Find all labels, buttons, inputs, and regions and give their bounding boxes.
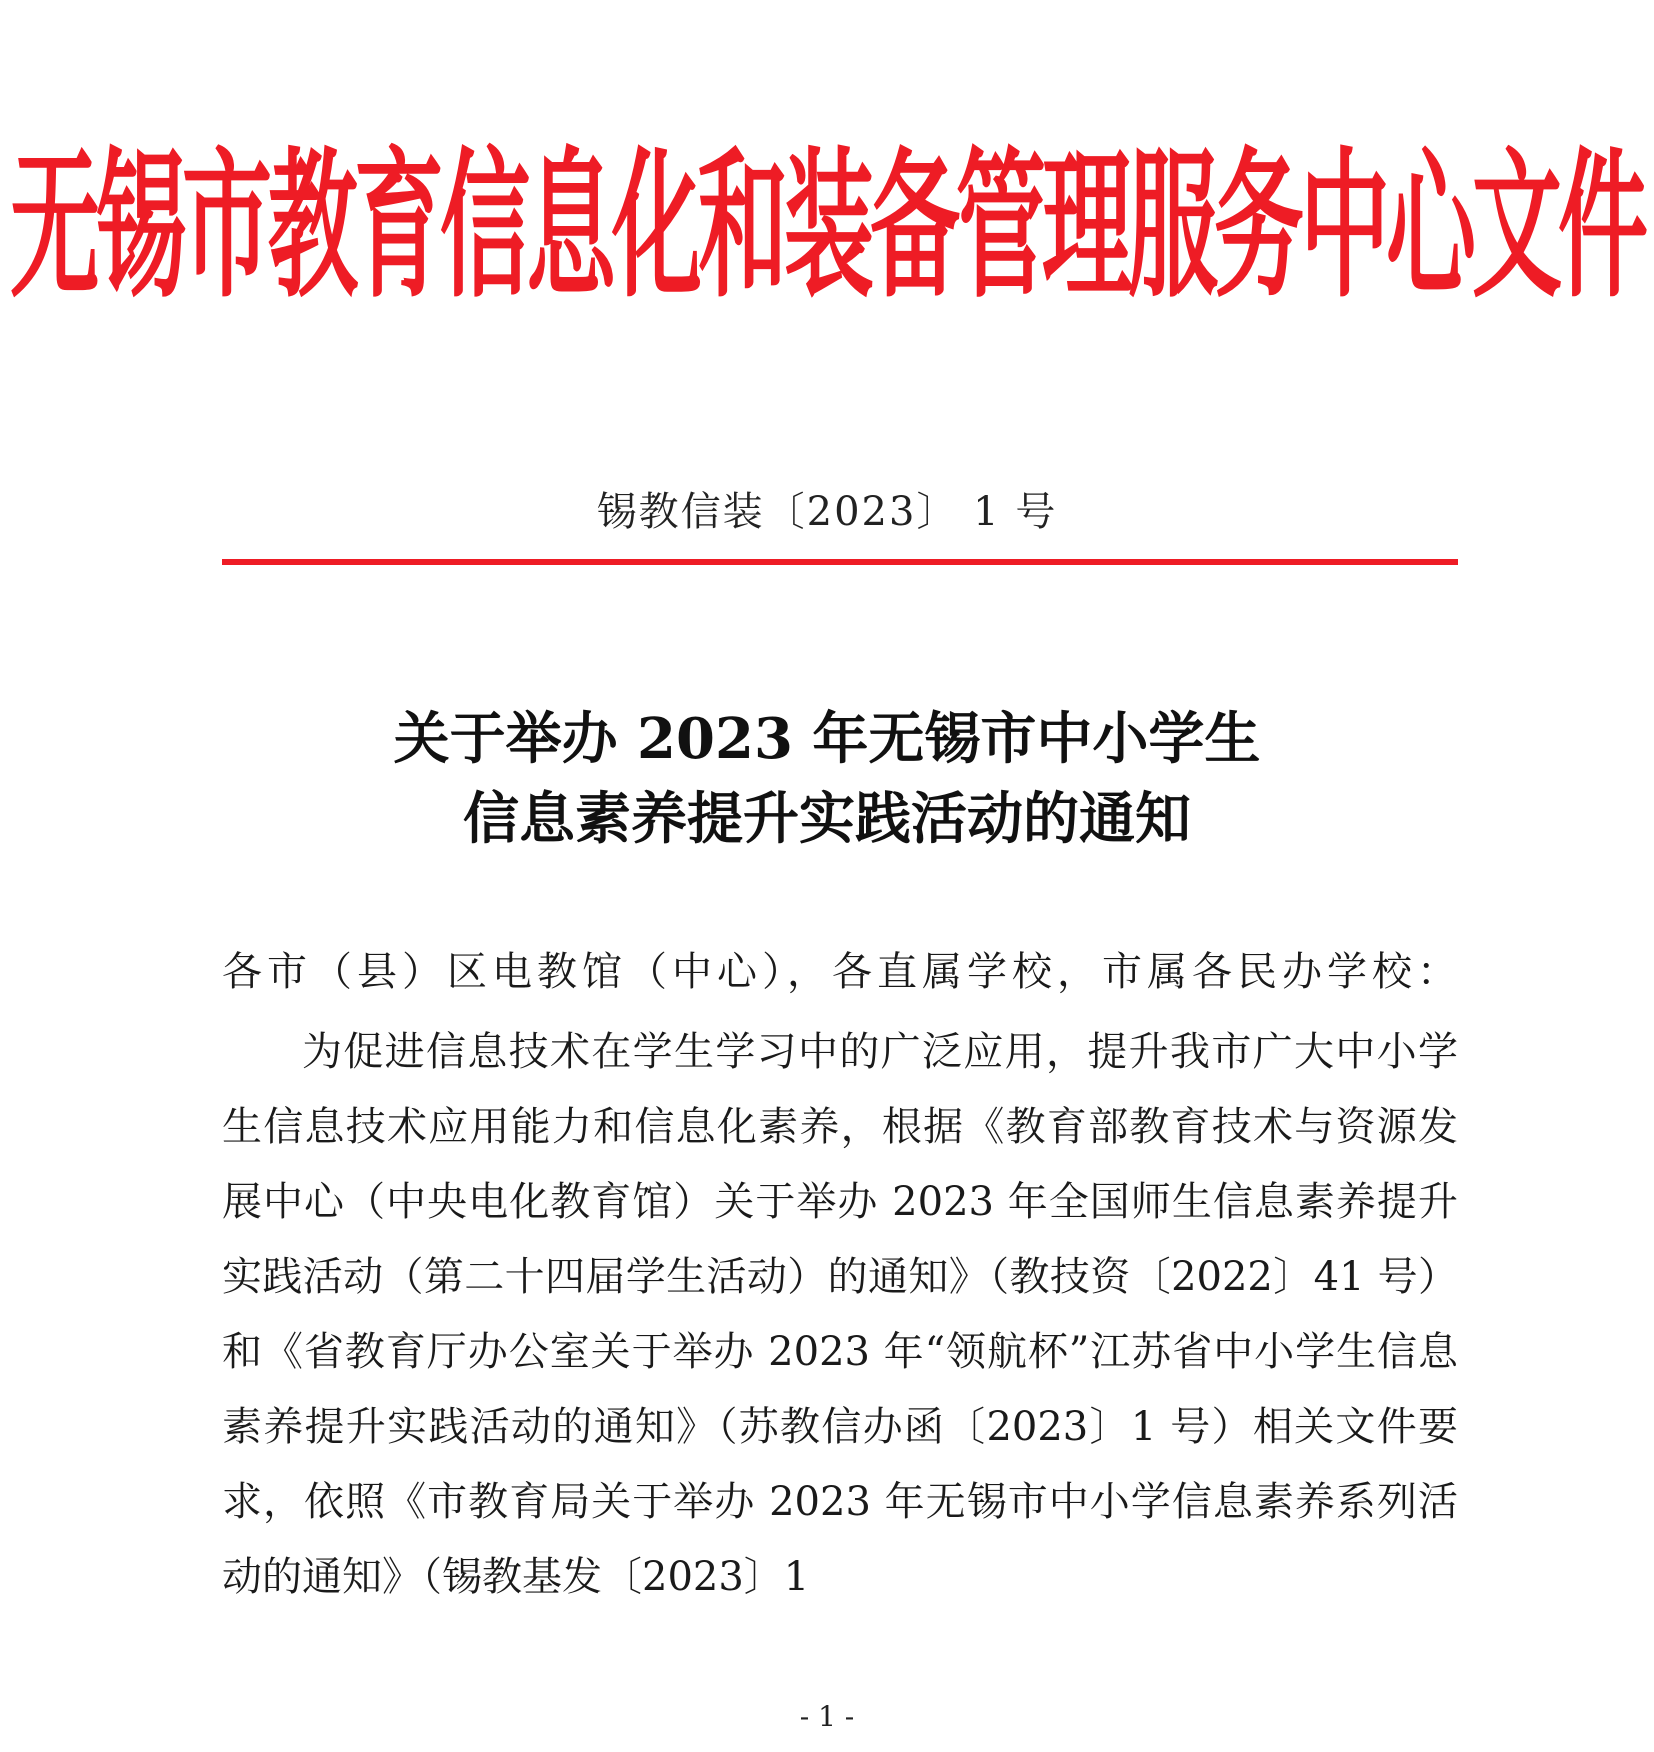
document-title-line-2: 信息素养提升实践活动的通知 — [463, 786, 1191, 852]
masthead-title: 无锡市教育信息化和装备管理服务中心文件 — [10, 133, 1644, 321]
document-title-line-1: 关于举办 2023 年无锡市中小学生 — [393, 706, 1261, 772]
page-number: - 1 - — [799, 1700, 855, 1733]
salutation: 各市（县）区电教馆（中心），各直属学校，市属各民办学校： — [222, 949, 1462, 995]
masthead — [10, 112, 1644, 321]
body-paragraph: 为促进信息技术在学生学习中的广泛应用，提升我市广大中小学生信息技术应用能力和信息化素养，根据《教育部教育技术与资源发展中心（中央电化教育馆）关于举办 2023 年全国师生信息素养提升实践活动（第二十四届学生活动）的通知》（教技资〔2022〕41 号）和《省教育厅办公室关于举办 2023 年“领航杯”江苏省中小学生信息素养提升实践活动的通知》（苏教信办函〔2023〕1 号）相关文件要求，依照《市教育局关于举办 2023 年无锡市中小学信息素养系列活动的通知》（锡教基发〔2023〕1 — [222, 1029, 1458, 1600]
red-divider — [222, 559, 1458, 565]
document-number: 锡教信装〔2023〕 1 号 — [596, 489, 1058, 535]
